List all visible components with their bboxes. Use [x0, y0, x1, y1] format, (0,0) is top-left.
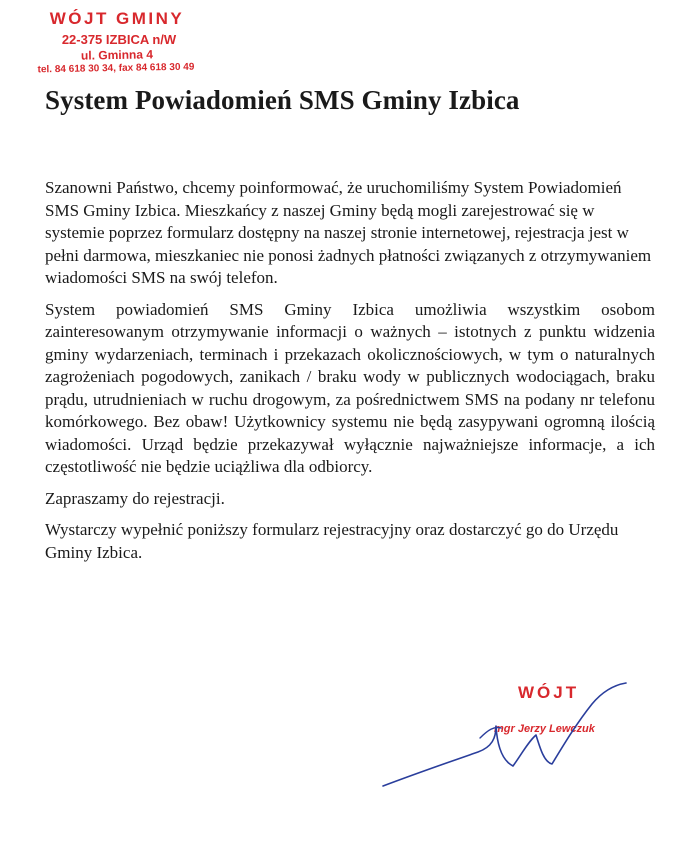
stamp-office-title: WÓJT GMINY	[49, 9, 185, 28]
handwritten-signature	[380, 680, 640, 795]
stamp-street: ul. Gminna 4	[80, 47, 154, 64]
document-title: System Powiadomień SMS Gminy Izbica	[45, 85, 520, 115]
paragraph-invitation: Zapraszamy do rejestracji.	[45, 488, 225, 508]
signature-name: mgr Jerzy Lewczuk	[494, 723, 595, 735]
paragraph-intro: Szanowni Państwo, chcemy poinformować, że uruchomiliśmy System Powiadomień SMS Gminy Izbica. Mieszkańcy z naszej Gminy będą mogli zarejestrować się w systemie poprzez formularz dostępny na naszej stronie internetowej, rejestracja jest w pełni darmowa, mieszkaniec nie ponosi żadnych płatności związanych z otrzymywaniem wiadomości SMS na swój telefon.	[45, 178, 652, 287]
paragraph-instructions: Wystarczy wypełnić poniższy formularz rejestracyjny oraz dostarczyć go do Urzędu Gminy Izbica.	[45, 520, 619, 562]
letter-body	[45, 177, 655, 573]
signature-office-title: WÓJT	[518, 683, 580, 702]
office-stamp	[10, 10, 210, 75]
paragraph-description: System powiadomień SMS Gminy Izbica umożliwia wszystkim osobom zainteresowanym otrzymywanie informacji o ważnych – istotnych z punktu widzenia gminy wydarzeniach, terminach i przekazach okolicznościowych, w tym o naturalnych zagrożeniach pogodowych, zanikach / braku wody w publicznych wodociągach, braku prądu, utrudnieniach w ruchu drogowym, za pośrednictwem SMS na podany nr telefonu komórkowego. Bez obaw! Użytkownicy systemu nie będą zasypywani ogromną ilością wiadomości. Urząd będzie przekazywał wyłącznie najważniejsze informacje, a ich częstotliwość nie będzie uciążliwa dla odbiorcy.	[45, 299, 655, 476]
stamp-phone: tel. 84 618 30 34, fax 84 618 30 49	[37, 61, 195, 76]
stamp-postal-address: 22-375 IZBICA n/W	[61, 31, 177, 47]
